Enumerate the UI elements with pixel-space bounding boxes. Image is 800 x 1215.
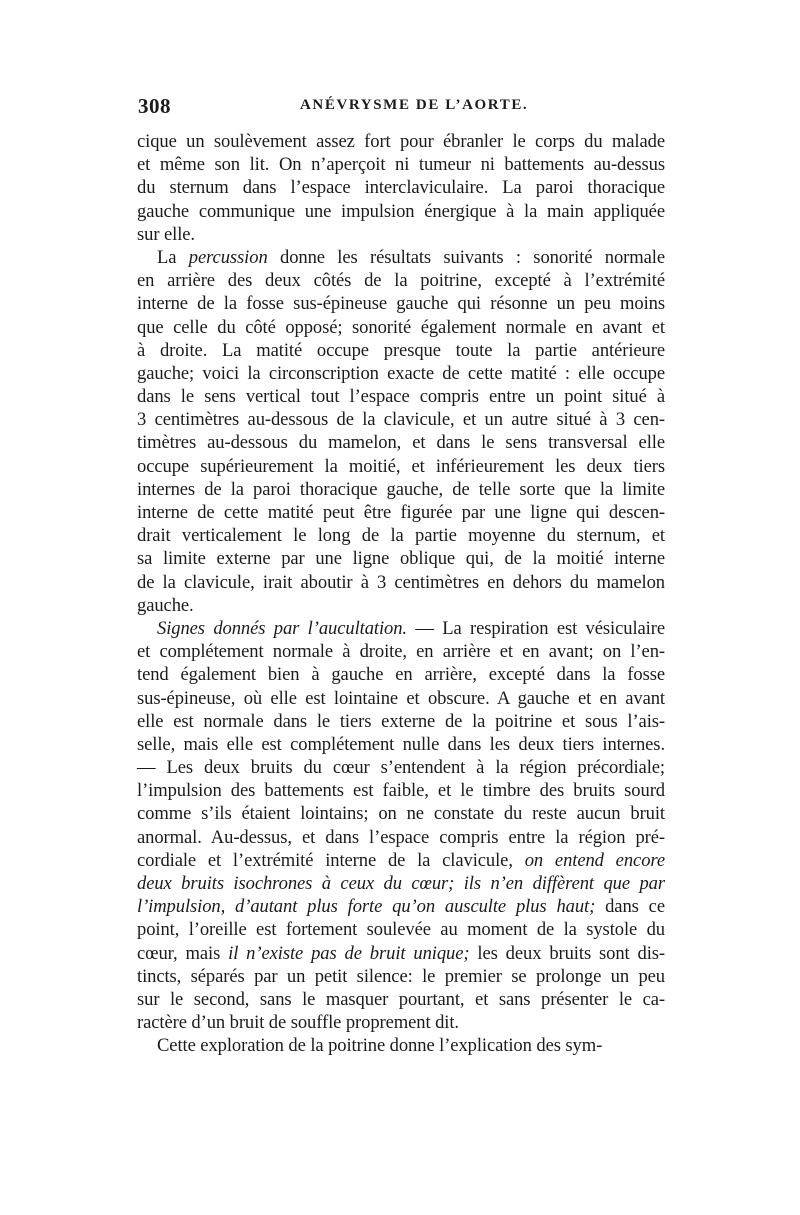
italic-text: on entend encore — [524, 849, 665, 871]
text-line — [137, 756, 665, 779]
text-line — [137, 663, 665, 686]
text-run: internes de la paroi thoracique gauche, de telle sorte que la limite — [137, 478, 665, 500]
italic-text: l’impulsion, d’autant plus forte qu’on ausculte plus haut; — [137, 896, 596, 918]
text-line — [137, 200, 665, 223]
text-line — [137, 547, 665, 570]
text-run: gauche communique une impulsion énergique à la main appliquée — [137, 200, 665, 222]
text-line — [137, 872, 665, 895]
text-run: elle est normale dans le tiers externe de la poitrine et sous l’ais- — [137, 710, 665, 732]
text-line — [137, 942, 665, 965]
text-line — [137, 895, 665, 918]
italic-text: Signes donnés par l’aucultation. — [157, 617, 407, 639]
italic-text: deux bruits isochrones à ceux du cœur; ils n’en diffèrent que par — [137, 873, 665, 894]
text-line — [137, 362, 665, 385]
text-run: cœur, mais — [137, 942, 229, 964]
text-run: du sternum dans l’espace interclaviculaire. La paroi thoracique — [137, 177, 665, 199]
text-line — [137, 478, 665, 501]
text-line — [137, 1011, 665, 1034]
text-line — [137, 733, 665, 756]
text-run: l’impulsion des battements est faible, et le timbre des bruits sourd — [137, 780, 665, 802]
text-run: comme s’ils étaient lointains; on ne constate du reste aucun bruit — [137, 803, 665, 825]
text-line — [137, 223, 665, 246]
text-run: 3 centimètres au-dessous de la clavicule, et un autre situé à 3 cen- — [137, 409, 665, 431]
text-line — [137, 316, 665, 339]
page-header — [138, 94, 672, 124]
text-run: point, l’oreille est fortement soulevée au moment de la systole du — [137, 919, 665, 941]
text-line — [137, 130, 665, 153]
text-run: dans ce — [595, 896, 665, 918]
text-run: cique un soulèvement assez fort pour ébranler le corps du malade — [137, 131, 665, 152]
text-run: cordiale et l’extrémité interne de la clavicule, — [137, 849, 525, 871]
text-line — [137, 594, 665, 617]
text-run: et même son lit. On n’aperçoit ni tumeur ni battements au-dessus — [137, 154, 665, 176]
text-run: les deux bruits sont dis- — [469, 942, 665, 964]
text-run: gauche. — [137, 594, 194, 616]
text-line — [137, 408, 665, 431]
text-line — [137, 826, 665, 849]
body-text — [137, 130, 665, 1058]
text-line — [137, 988, 665, 1011]
text-line — [137, 849, 665, 872]
text-run: interne de la fosse sus-épineuse gauche qui résonne un peu moins — [137, 293, 665, 315]
text-run: Cette exploration de la poitrine donne l’explication des sym- — [157, 1035, 603, 1057]
text-line — [137, 246, 665, 269]
page-number: 308 — [138, 94, 171, 118]
text-line — [137, 617, 665, 640]
text-line — [137, 710, 665, 733]
text-run: — La respiration est vésiculaire — [407, 617, 665, 639]
text-run: anormal. Au-dessus, et dans l’espace compris entre la région pré- — [137, 826, 665, 848]
text-run: tincts, séparés par un petit silence: le premier se prolonge un peu — [137, 965, 665, 987]
text-line — [137, 918, 665, 941]
text-run: de la clavicule, irait aboutir à 3 centimètres en dehors du mamelon — [137, 571, 665, 593]
text-run: en arrière des deux côtés de la poitrine, excepté à l’extrémité — [137, 270, 665, 292]
text-run: sur le second, sans le masquer pourtant, et sans présenter le ca- — [137, 988, 665, 1010]
text-line — [137, 269, 665, 292]
italic-text: il n’existe pas de bruit unique; — [228, 942, 470, 964]
text-line — [137, 640, 665, 663]
text-line — [137, 571, 665, 594]
text-line — [137, 431, 665, 454]
text-run: — Les deux bruits du cœur s’entendent à la région précordiale; — [137, 757, 665, 779]
text-line — [137, 687, 665, 710]
text-run: gauche; voici la circonscription exacte de cette matité : elle occupe — [137, 362, 665, 384]
text-run: tend également bien à gauche en arrière, excepté dans la fosse — [137, 664, 665, 686]
italic-text: percussion — [188, 246, 268, 268]
text-run: à droite. La matité occupe presque toute la partie antérieure — [137, 339, 665, 361]
text-run: sa limite externe par une ligne oblique qui, de la moitié interne — [137, 548, 665, 570]
text-run: ractère d’un bruit de souffle proprement dit. — [137, 1012, 459, 1034]
text-line — [137, 292, 665, 315]
text-line — [137, 524, 665, 547]
text-line — [137, 176, 665, 199]
text-run: sus-épineuse, où elle est lointaine et obscure. A gauche et en avant — [137, 687, 665, 709]
text-line — [137, 455, 665, 478]
text-run: interne de cette matité peut être figurée par une ligne qui descen- — [137, 502, 665, 523]
text-run: timètres au-dessous du mamelon, et dans le sens transversal elle — [137, 432, 665, 454]
text-line — [137, 153, 665, 176]
text-run: donne les résultats suivants : sonorité normale — [267, 246, 665, 268]
text-run: sur elle. — [137, 223, 195, 245]
text-run: La — [157, 246, 189, 268]
text-line — [137, 779, 665, 802]
text-run: et complétement normale à droite, en arrière et en avant; on l’en- — [137, 641, 665, 663]
text-line — [137, 501, 665, 524]
text-run: drait verticalement le long de la partie moyenne du sternum, et — [137, 525, 665, 547]
text-run: que celle du côté opposé; sonorité également normale en avant et — [137, 316, 665, 338]
text-run: selle, mais elle est complétement nulle dans les deux tiers internes. — [137, 733, 665, 755]
text-run: occupe supérieurement la moitié, et inférieurement les deux tiers — [137, 455, 665, 477]
text-line — [137, 965, 665, 988]
text-line — [137, 802, 665, 825]
text-line — [137, 339, 665, 362]
running-title: ANÉVRYSME DE L’AORTE. — [300, 97, 529, 113]
text-line — [137, 385, 665, 408]
text-run: dans le sens vertical tout l’espace compris entre un point situé à — [137, 386, 665, 408]
text-line — [137, 1034, 665, 1057]
